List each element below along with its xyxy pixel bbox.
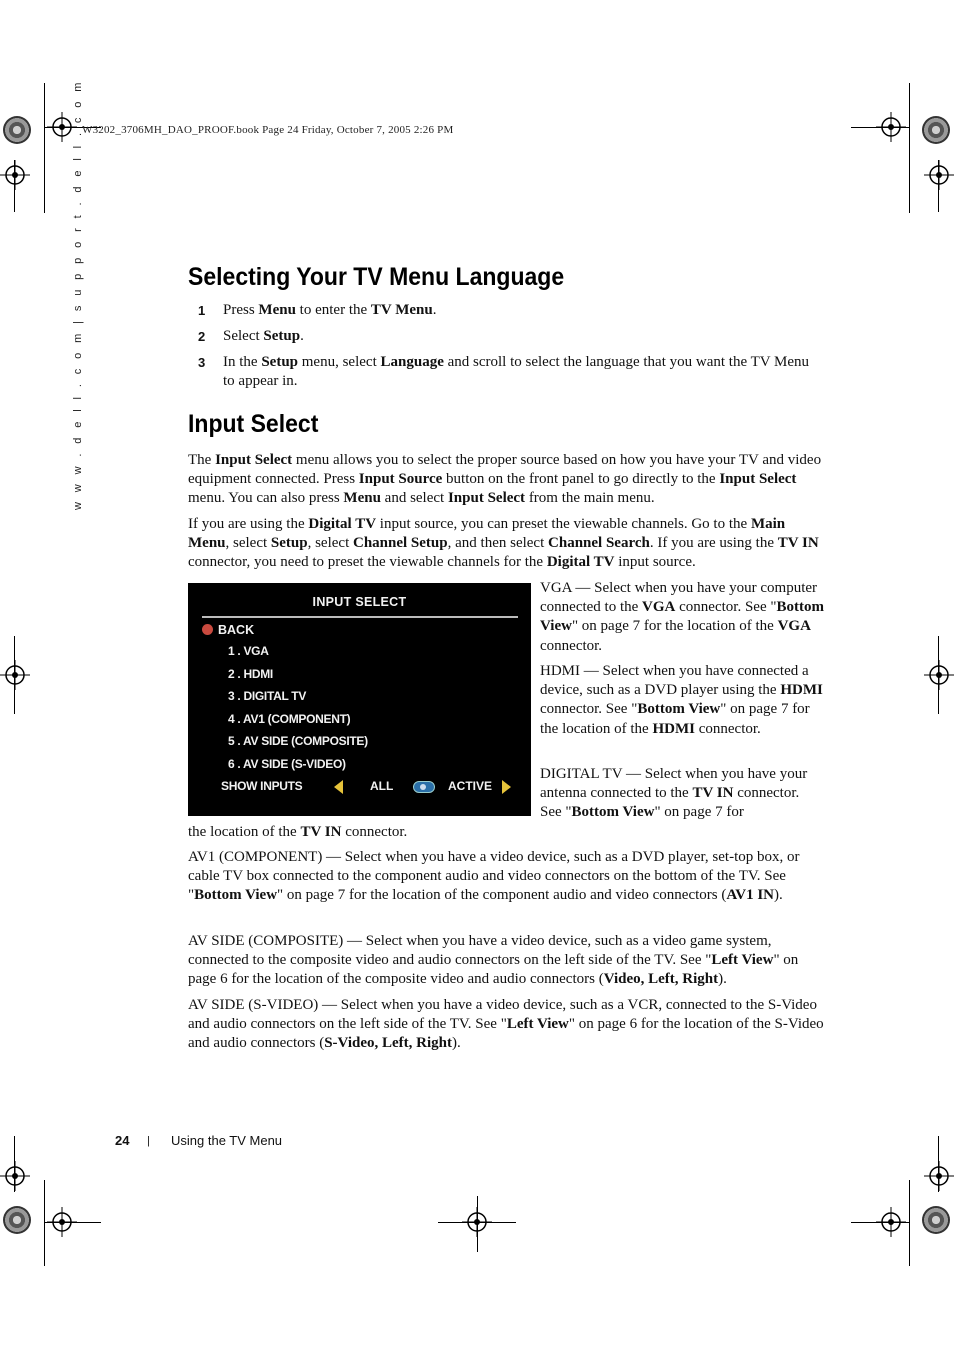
step-text: In the Setup menu, select Language and scroll to select the language that you want the TV Menu to appear in.: [223, 354, 810, 389]
arrow-left-icon: [334, 780, 343, 794]
color-target-icon: [3, 1206, 31, 1234]
osd-menu-item: 6 . AV SIDE (S-VIDEO): [228, 757, 346, 771]
toggle-icon: [413, 781, 435, 793]
osd-divider: [202, 616, 518, 618]
footer-section-title: Using the TV Menu: [171, 1133, 283, 1148]
registration-mark-icon: [924, 660, 954, 690]
osd-back-item: [202, 623, 254, 637]
step-text: Select Setup.: [223, 328, 304, 344]
step-number: 1: [198, 303, 206, 318]
input-description-hdmi: HDMI — Select when you have connected a device, such as a DVD player using the HDMI connector. See "Bottom View" on page 7 for the location of the HDMI connector.: [540, 663, 823, 737]
footer-separator: |: [147, 1135, 150, 1147]
osd-menu-item: 1 . VGA: [228, 644, 269, 658]
color-target-icon: [3, 116, 31, 144]
input-description-av-side-composite: AV SIDE (COMPOSITE) — Select when you have a video device, such as a video game system, connected to the composite video and audio connectors on the left side of the TV. See "Left View" on page 6 for the location of the composite video and audio connectors (Video, Left, Right).: [188, 933, 799, 988]
print-slug: W3202_3706MH_DAO_PROOF.book Page 24 Friday, October 7, 2005 2:26 PM: [82, 124, 454, 136]
registration-mark-icon: [924, 160, 954, 190]
osd-option-all: ALL: [370, 779, 394, 793]
crop-mark: [909, 1180, 910, 1266]
step-number: 2: [198, 329, 206, 344]
step-item: [198, 301, 823, 320]
osd-back-label: BACK: [218, 623, 255, 637]
color-target-icon: [922, 116, 950, 144]
step-text: Press Menu to enter the TV Menu.: [223, 302, 437, 318]
body-paragraph-continuation: the location of the TV IN connector.: [188, 824, 408, 840]
crop-mark: [909, 83, 910, 213]
input-description-av-side-svideo: AV SIDE (S-VIDEO) — Select when you have a video device, such as a VCR, connected to the S-Video and audio connectors on the left side of the TV. See "Left View" on page 6 for the location of the S-Video and audio connectors (S-Video, Left, Right).: [188, 997, 824, 1052]
osd-menu-item: 3 . DIGITAL TV: [228, 689, 307, 703]
registration-mark-icon: [0, 660, 30, 690]
osd-show-inputs-label: SHOW INPUTS: [221, 779, 303, 793]
back-dot-icon: [202, 624, 213, 635]
registration-mark-icon: [462, 1207, 492, 1237]
input-description-vga: VGA — Select when you have your computer connected to the VGA connector. See "Bottom View" on page 7 for the location of the VGA connector.: [540, 580, 824, 654]
section-title-input-select: Input Select: [188, 410, 319, 438]
step-item: [198, 327, 823, 346]
registration-mark-icon: [47, 1207, 77, 1237]
step-number: 3: [198, 355, 206, 370]
input-description-av1: AV1 (COMPONENT) — Select when you have a video device, such as a DVD player, set-top box, or cable TV box connected to the component audio and video connectors on the bottom of the TV. See "Bottom View" on page 7 for the location of the component audio and video connectors (AV1 IN).: [188, 849, 800, 904]
osd-menu-item: 2 . HDMI: [228, 667, 273, 681]
registration-mark-icon: [0, 1161, 30, 1191]
crop-mark: [44, 1180, 45, 1266]
step-item: [198, 353, 823, 391]
osd-menu-item: 5 . AV SIDE (COMPOSITE): [228, 734, 368, 748]
page-number: 24: [115, 1133, 130, 1148]
input-select-osd-image: [188, 583, 531, 816]
osd-menu-item: 4 . AV1 (COMPONENT): [228, 712, 351, 726]
body-paragraph: If you are using the Digital TV input source, you can preset the viewable channels. Go to the Main Menu, select Setup, select Channel Setup, and then select Channel Search. If you are using the TV IN connector, you need to preset the viewable channels for the Digital TV input source.: [188, 516, 819, 571]
arrow-right-icon: [502, 780, 511, 794]
registration-mark-icon: [0, 160, 30, 190]
color-target-icon: [922, 1206, 950, 1234]
input-description-digital-tv: DIGITAL TV — Select when you have your antenna connected to the TV IN connector. See "Bottom View" on page 7 for: [540, 766, 808, 821]
section-title-language: Selecting Your TV Menu Language: [188, 263, 565, 291]
registration-mark-icon: [924, 1161, 954, 1191]
osd-title: INPUT SELECT: [312, 595, 407, 609]
crop-mark: [44, 83, 45, 213]
registration-mark-icon: [876, 1207, 906, 1237]
registration-mark-icon: [876, 112, 906, 142]
body-paragraph: The Input Select menu allows you to select the proper source based on how you have your TV and video equipment connected. Press Input Source button on the front panel to go directly to the Input Select menu. You can also press Menu and select Input Select from the main menu.: [188, 452, 822, 507]
side-url-text: w w w . d e l l . c o m | s u p p o r t . d e l l . c o m: [72, 79, 84, 510]
osd-option-active: ACTIVE: [448, 779, 493, 793]
